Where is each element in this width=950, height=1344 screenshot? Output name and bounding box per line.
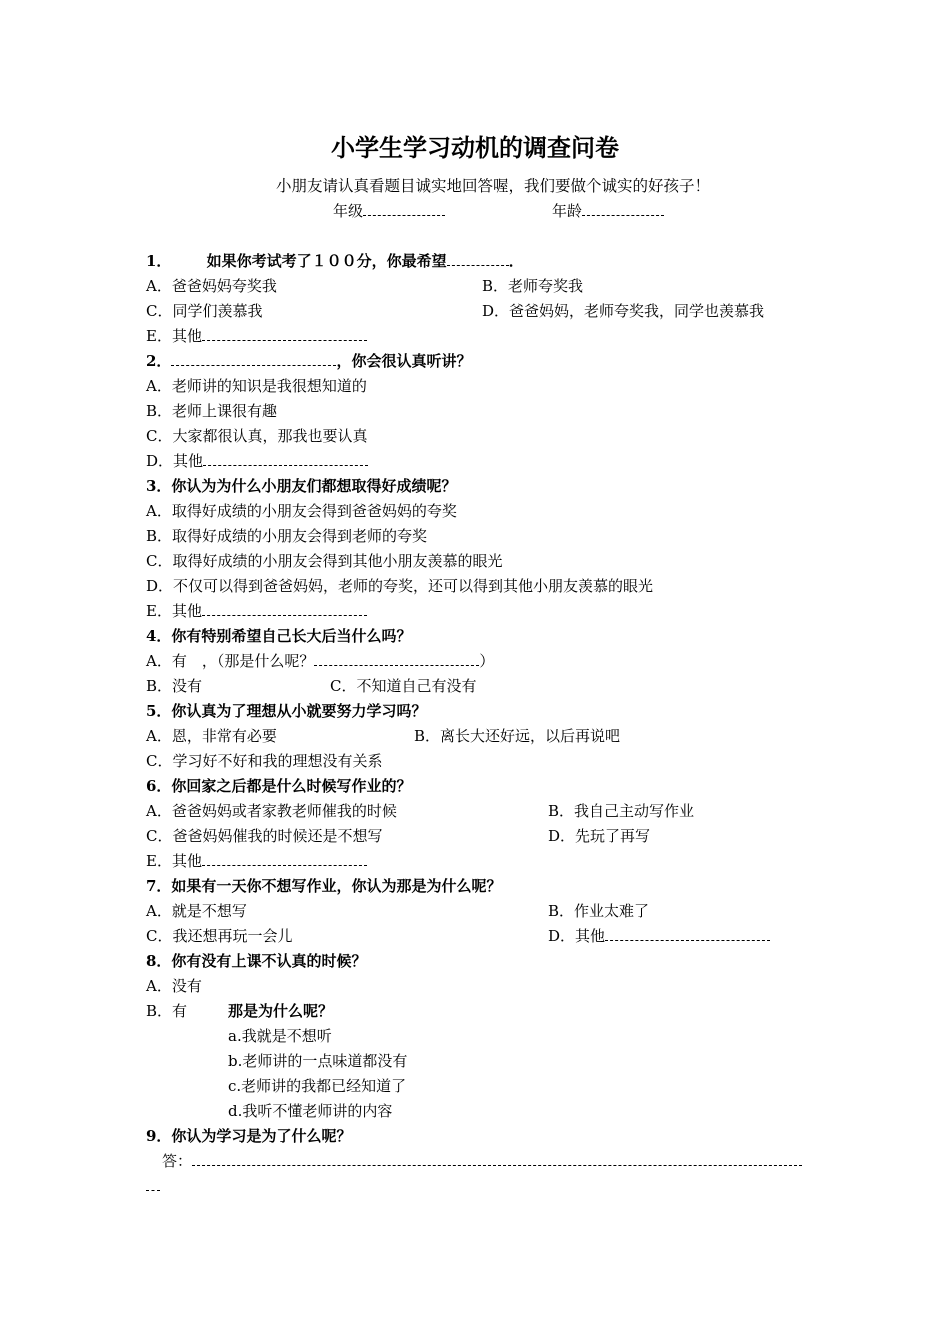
q2-option-a[interactable]: A．老师讲的知识是我很想知道的 — [146, 377, 367, 395]
q1-option-d[interactable]: D．爸爸妈妈，老师夸奖我，同学也羡慕我 — [482, 302, 765, 320]
q8-sub-option-d[interactable]: d.我听不懂老师讲的内容 — [228, 1102, 393, 1120]
q7-option-d[interactable] — [548, 926, 770, 946]
q6-option-e-label: E．其他 — [146, 852, 202, 870]
question-8: 8．你有没有上课不认真的时候？ — [146, 952, 367, 970]
q5-option-c[interactable]: C．学习好不好和我的理想没有关系 — [146, 752, 383, 770]
question-5: 5．你认真为了理想从小就要努力学习吗？ — [146, 702, 427, 720]
q8-option-a[interactable]: A．没有 — [146, 977, 202, 995]
q7-option-d-label: D．其他 — [548, 927, 606, 945]
q9-answer-blank-continued[interactable] — [146, 1176, 160, 1191]
q3-option-b[interactable]: B．取得好成绩的小朋友会得到老师的夸奖 — [146, 527, 428, 545]
age-field[interactable] — [552, 201, 664, 221]
q6-option-e[interactable] — [146, 851, 367, 871]
q4-option-b[interactable]: B．没有 — [146, 677, 203, 695]
q4-option-c[interactable]: C．不知道自己有没有 — [330, 677, 477, 695]
question-1-end: ． — [508, 252, 524, 270]
q7-other-blank[interactable] — [605, 926, 770, 941]
q6-option-b[interactable]: B．我自己主动写作业 — [548, 802, 695, 820]
q5-option-b[interactable]: B．离长大还好远，以后再说吧 — [414, 727, 621, 745]
q4-option-a[interactable] — [146, 651, 494, 671]
page-title: 小学生学习动机的调查问卷 — [331, 133, 619, 162]
grade-label: 年级 — [333, 202, 364, 220]
grade-blank[interactable] — [363, 201, 445, 216]
age-label: 年龄 — [552, 202, 583, 220]
q2-option-b[interactable]: B．老师上课很有趣 — [146, 402, 278, 420]
question-1-number: 1． — [146, 252, 172, 270]
q2-option-d-label: D．其他 — [146, 452, 204, 470]
question-4: 4．你有特别希望自己长大后当什么吗？ — [146, 627, 412, 645]
q3-option-e[interactable] — [146, 601, 367, 621]
question-7: 7．如果有一天你不想写作业，你认为那是为什么呢？ — [146, 877, 502, 895]
q2-option-d[interactable] — [146, 451, 368, 471]
grade-field[interactable] — [333, 201, 445, 221]
question-2-number: 2． — [146, 352, 172, 370]
question-9: 9．你认为学习是为了什么呢？ — [146, 1127, 352, 1145]
q9-answer-continuation[interactable] — [146, 1176, 160, 1196]
question-1-blank[interactable] — [447, 251, 509, 266]
q3-option-d[interactable]: D．不仅可以得到爸爸妈妈，老师的夸奖，还可以得到其他小朋友羡慕的眼光 — [146, 577, 654, 595]
q1-option-e[interactable] — [146, 326, 367, 346]
q3-option-c[interactable]: C．取得好成绩的小朋友会得到其他小朋友羡慕的眼光 — [146, 552, 503, 570]
q1-other-blank[interactable] — [202, 326, 367, 341]
question-1-text: 如果你考试考了１００分，你最希望 — [206, 252, 447, 270]
question-6: 6．你回家之后都是什么时候写作业的？ — [146, 777, 412, 795]
q8-sub-option-a[interactable]: a.我就是不想听 — [228, 1027, 332, 1045]
q9-answer-label: 答： — [162, 1152, 193, 1170]
q6-option-a[interactable]: A．爸爸妈妈或者家教老师催我的时候 — [146, 802, 397, 820]
q5-option-a[interactable]: A．恩，非常有必要 — [146, 727, 277, 745]
q8-sub-option-b[interactable]: b.老师讲的一点味道都没有 — [228, 1052, 408, 1070]
question-2 — [146, 351, 471, 371]
question-2-blank[interactable] — [171, 351, 336, 366]
q7-option-a[interactable]: A．就是不想写 — [146, 902, 247, 920]
q9-answer-field[interactable] — [162, 1151, 802, 1171]
q1-option-a[interactable]: A．爸爸妈妈夸奖我 — [146, 277, 277, 295]
q6-option-d[interactable]: D．先玩了再写 — [548, 827, 651, 845]
q3-option-a[interactable]: A．取得好成绩的小朋友会得到爸爸妈妈的夸奖 — [146, 502, 457, 520]
q8-option-b[interactable]: B．有 — [146, 1002, 188, 1020]
q6-option-c[interactable]: C．爸爸妈妈催我的时候还是不想写 — [146, 827, 383, 845]
q7-option-c[interactable]: C．我还想再玩一会儿 — [146, 927, 293, 945]
age-blank[interactable] — [582, 201, 664, 216]
q7-option-b[interactable]: B．作业太难了 — [548, 902, 650, 920]
q4-option-a-label: A．有 ，（那是什么呢？ — [146, 652, 315, 670]
q1-option-c[interactable]: C．同学们羡慕我 — [146, 302, 263, 320]
q6-other-blank[interactable] — [202, 851, 367, 866]
subtitle: 小朋友请认真看题目诚实地回答喔，我们要做个诚实的好孩子！ — [276, 177, 711, 195]
q8-follow-up: 那是为什么呢？ — [228, 1002, 334, 1020]
q1-option-e-label: E．其他 — [146, 327, 202, 345]
q3-option-e-label: E．其他 — [146, 602, 202, 620]
q1-option-b[interactable]: B．老师夸奖我 — [482, 277, 584, 295]
q3-other-blank[interactable] — [202, 601, 367, 616]
q4-dream-blank[interactable] — [314, 651, 479, 666]
q9-answer-blank[interactable] — [192, 1151, 802, 1166]
q2-other-blank[interactable] — [203, 451, 368, 466]
question-3: 3．你认为为什么小朋友们都想取得好成绩呢？ — [146, 477, 457, 495]
question-2-text: ，你会很认真听讲？ — [336, 352, 472, 370]
q2-option-c[interactable]: C．大家都很认真，那我也要认真 — [146, 427, 368, 445]
question-1 — [146, 251, 524, 271]
q8-sub-option-c[interactable]: c.老师讲的我都已经知道了 — [228, 1077, 407, 1095]
q4-option-a-end: ） — [479, 652, 495, 670]
